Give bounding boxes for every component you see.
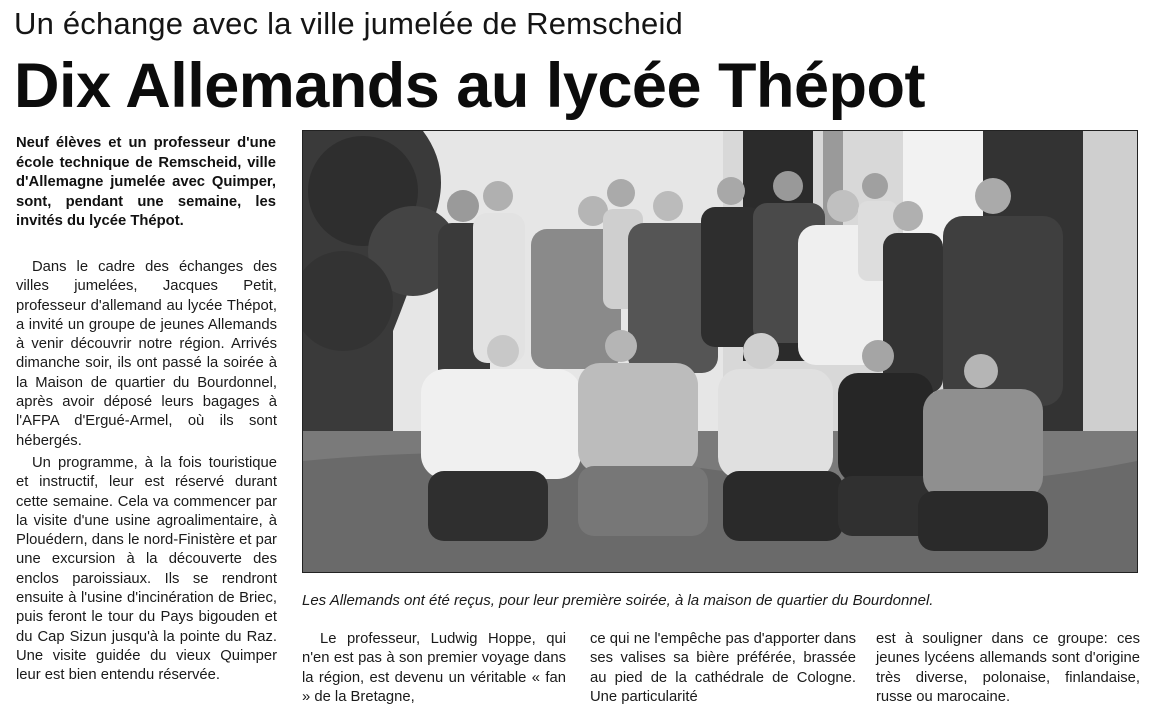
article-intro: Neuf élèves et un professeur d'une école technique de Remscheid, ville d'Allemagne jumelée avec Quimper, sont, pendant une semaine, les invités du lycée Thépot.	[16, 135, 276, 229]
article-kicker: Un échange avec la ville jumelée de Remscheid	[14, 6, 683, 41]
photo-caption: Les Allemands ont été reçus, pour leur première soirée, à la maison de quartier du Bourdonnel.	[302, 592, 934, 609]
group-photo	[302, 130, 1138, 573]
article-bottom-column-1	[302, 630, 566, 710]
article-paragraph: Le professeur, Ludwig Hoppe, qui n'en est pas à son premier voyage dans la région, est devenu un véritable « fan » de la Bretagne,	[302, 631, 566, 705]
article-bottom-column-3	[876, 630, 1140, 710]
article-paragraph: Un programme, à la fois touristique et instructif, leur est réservé durant cette semaine. Cela va commencer par la visite d'une usine agroalimentaire, à Plouédern, dans le nord-Finistère et par une excursion à la découverte des enclos paroissiaux. Ils se rendront ensuite à l'usine d'incinération de Briec, puis feront le tour du Pays bigouden et du Cap Sizun jusqu'à la pointe du Raz. Une visite guidée du vieux Quimper leur est bien entendu réservée.	[16, 454, 277, 684]
article-paragraph: Dans le cadre des échanges des villes jumelées, Jacques Petit, professeur d'allemand au lycée Thépot, a invité un groupe de jeunes Allemands à venir découvrir notre région. Arrivés dimanche soir, ils ont passé la soirée à la Maison de quartier du Bourdonnel, après avoir déposé leurs bagages à l'AFPA d'Ergué-Armel, où ils sont hébergés.	[16, 259, 277, 449]
article-headline: Dix Allemands au lycée Thépot	[14, 51, 925, 121]
article-bottom-column-2	[590, 630, 856, 710]
group-photo-image	[303, 131, 1137, 572]
article-paragraph: ce qui ne l'empêche pas d'apporter dans ses valises sa bière préférée, brassée au pied de la cathédrale de Cologne. Une particularité	[590, 631, 856, 705]
article-paragraph: est à souligner dans ce groupe: ces jeunes lycéens allemands sont d'origine très diverse, polonaise, finlandaise, russe ou marocaine.	[876, 631, 1140, 705]
article-left-column	[16, 258, 277, 689]
